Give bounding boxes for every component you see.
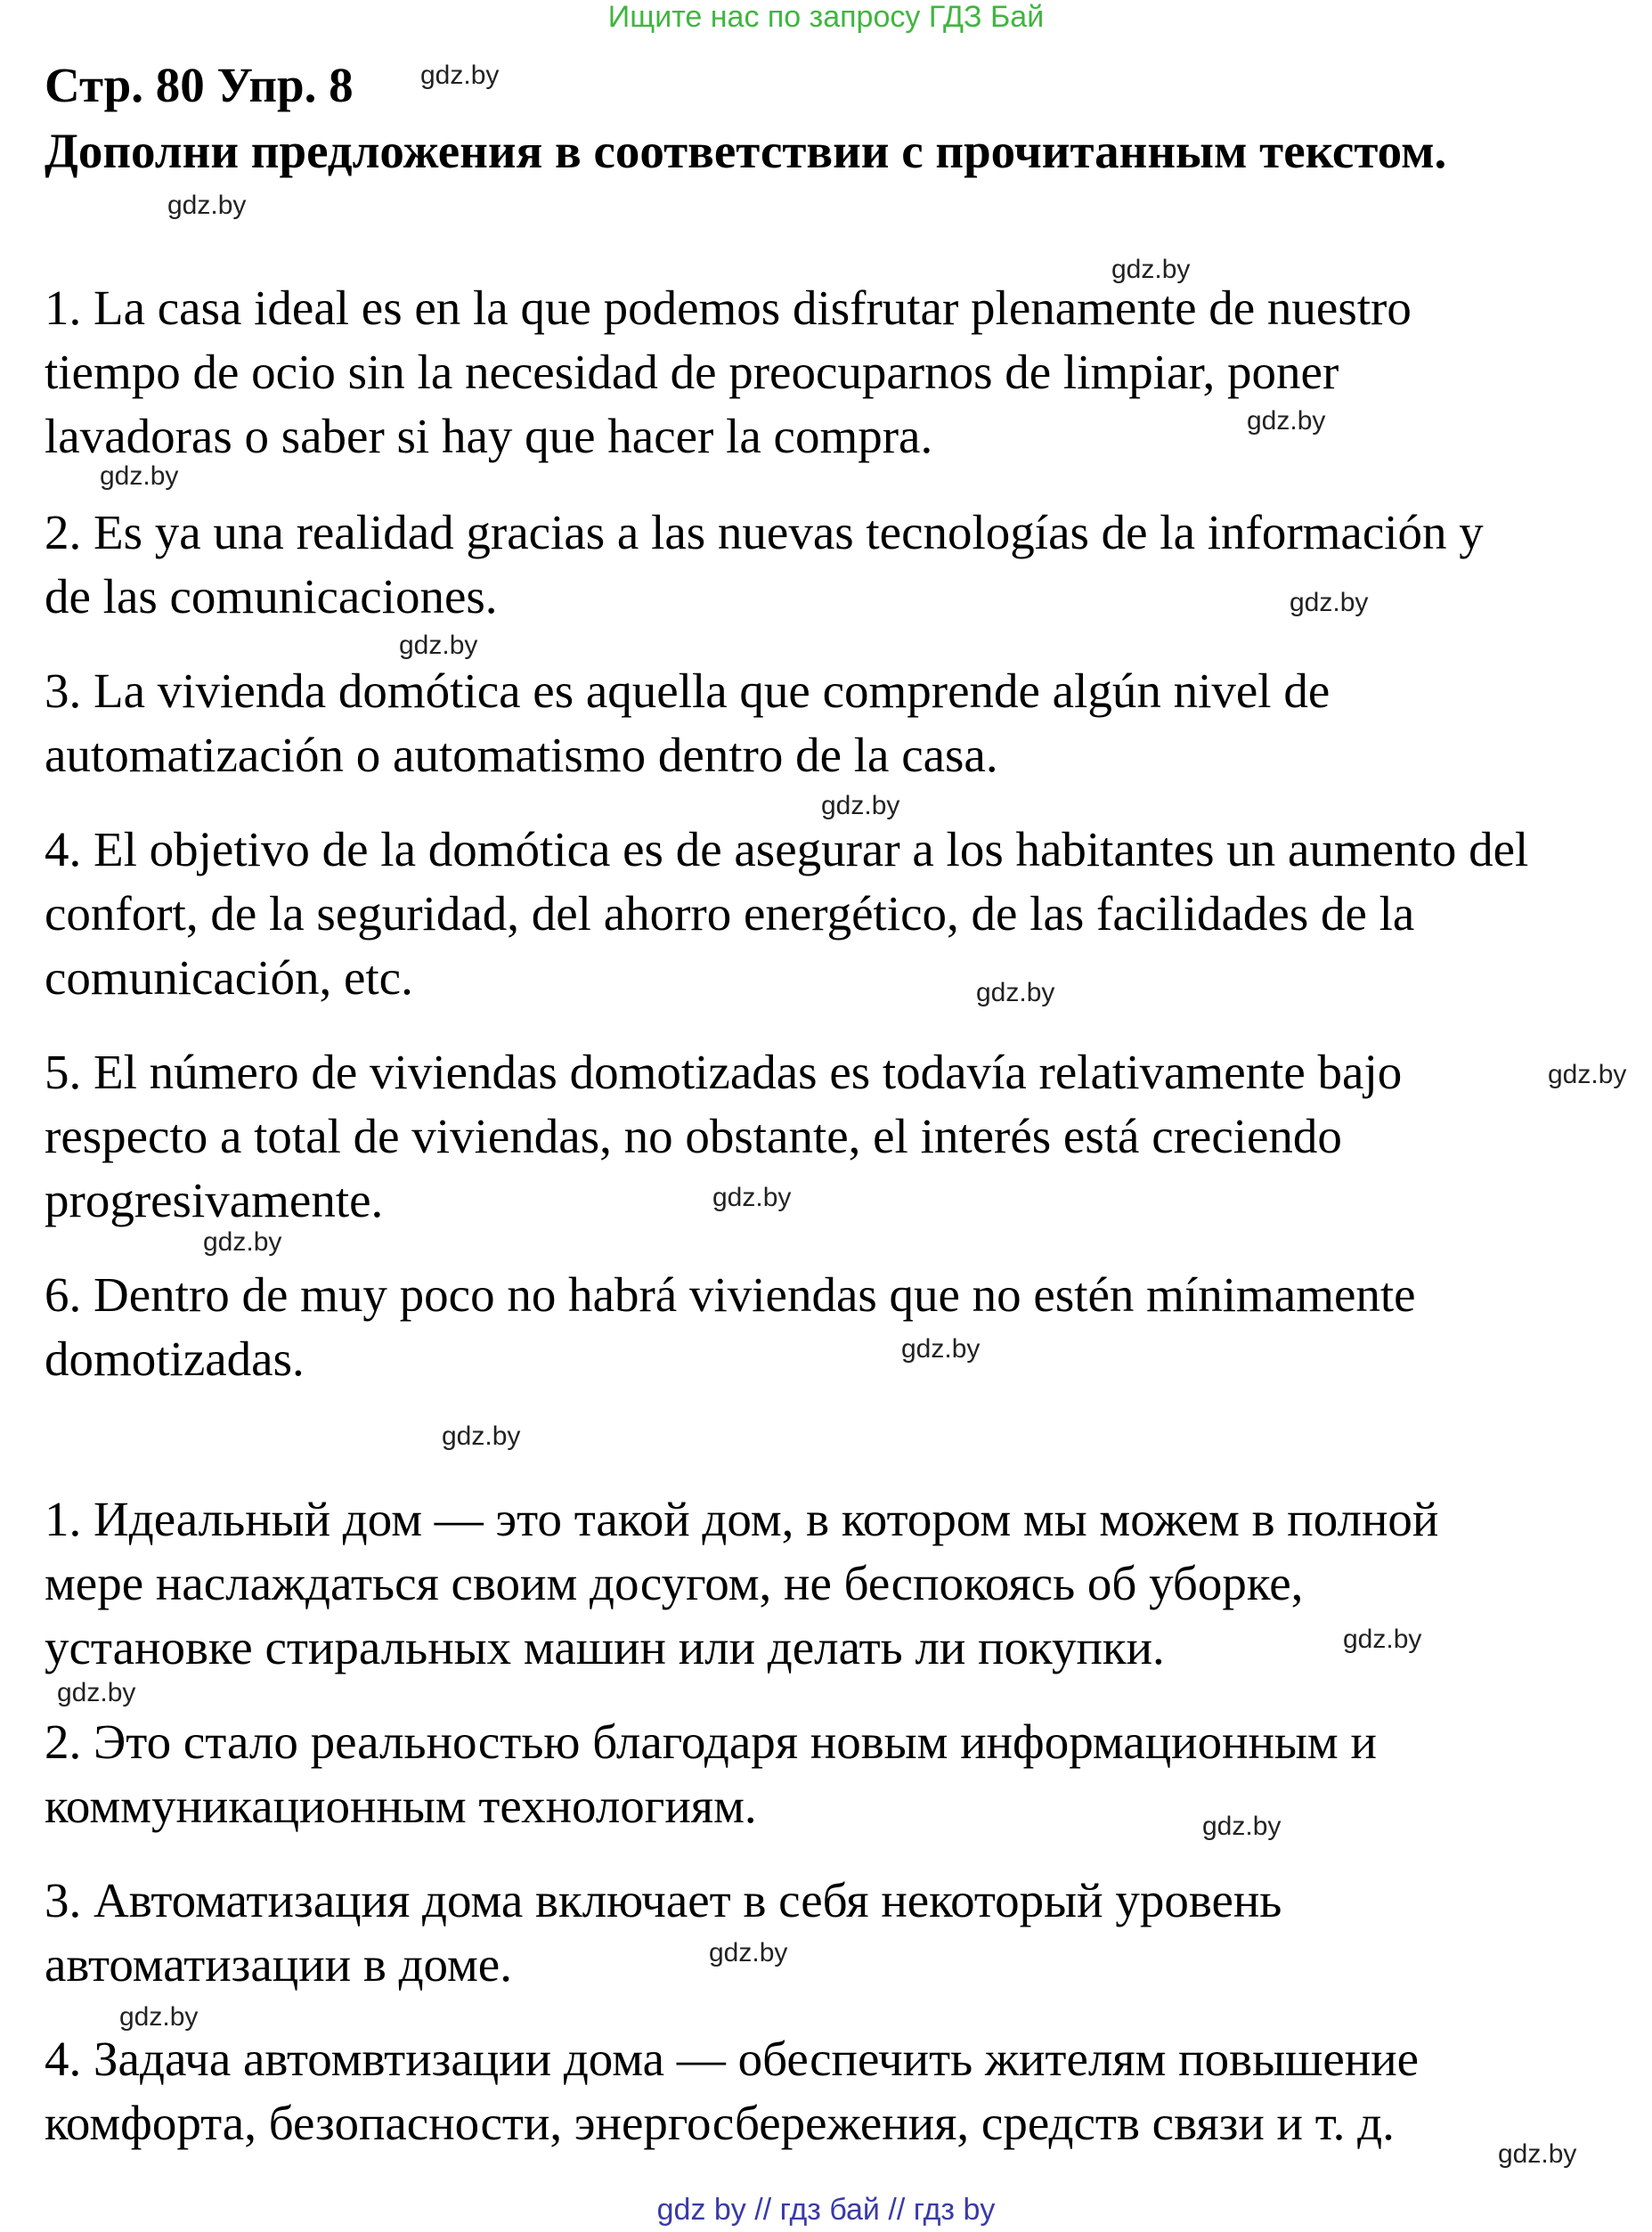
russian-sentence-1-line-2: мере наслаждаться своим досугом, не беспокоясь об уборке, xyxy=(45,1556,1304,1610)
spanish-sentence-2-line-2: de las comunicaciones. xyxy=(45,569,498,623)
watermark: gdz.by xyxy=(1202,1812,1282,1841)
watermark: gdz.by xyxy=(1498,2139,1577,2169)
spanish-sentence-2-line-1: 2. Es ya una realidad gracias a las nuevas tecnologías de la información y xyxy=(45,505,1484,559)
top-banner[interactable]: Ищите нас по запросу ГДЗ Бай xyxy=(607,0,1045,34)
watermark: gdz.by xyxy=(167,191,247,220)
russian-sentence-3-line-1: 3. Автоматизация дома включает в себя некоторый уровень xyxy=(45,1873,1282,1927)
watermark: gdz.by xyxy=(399,631,478,660)
russian-sentence-1-line-3: установке стиральных машин или делать ли покупки. xyxy=(45,1620,1165,1674)
spanish-sentence-1-line-3: lavadoras o saber si hay que hacer la compra. xyxy=(45,409,933,463)
watermark: gdz.by xyxy=(119,2002,199,2032)
spanish-sentence-4-line-3: comunicación, etc. xyxy=(45,950,413,1005)
russian-sentence-1-line-1: 1. Идеальный дом — это такой дом, в котором мы можем в полной xyxy=(45,1492,1439,1546)
spanish-sentence-3-line-2: automatización o automatismo dentro de la casa. xyxy=(45,728,998,782)
spanish-sentence-5-line-1: 5. El número de viviendas domotizadas es todavía relativamente bajo xyxy=(45,1045,1403,1099)
watermark: gdz.by xyxy=(100,461,179,491)
task-instruction: Дополни предложения в соответствии с прочитанным текстом. xyxy=(45,124,1447,178)
russian-sentence-4-line-1: 4. Задача автомвтизации дома — обеспечить жителям повышение xyxy=(45,2032,1420,2086)
watermark: gdz.by xyxy=(420,61,500,90)
spanish-sentence-5-line-2: respecto a total de viviendas, no obstante, el interés está creciendo xyxy=(45,1109,1342,1163)
spanish-sentence-5-line-3: progresivamente. xyxy=(45,1173,384,1227)
watermark: gdz.by xyxy=(203,1227,282,1257)
watermark: gdz.by xyxy=(1343,1625,1422,1654)
russian-sentence-4-line-2: комфорта, безопасности, энергосбережения, средств связи и т. д. xyxy=(45,2096,1395,2150)
spanish-sentence-6-line-1: 6. Dentro de muy poco no habrá viviendas que no estén mínimamente xyxy=(45,1267,1416,1322)
watermark: gdz.by xyxy=(57,1678,136,1707)
russian-sentence-2-line-2: коммуникационным технологиям. xyxy=(45,1779,757,1833)
watermark: gdz.by xyxy=(1247,406,1326,436)
spanish-sentence-3-line-1: 3. La vivienda domótica es aquella que comprende algún nivel de xyxy=(45,664,1331,718)
watermark: gdz.by xyxy=(901,1334,981,1364)
spanish-sentence-1-line-1: 1. La casa ideal es en la que podemos disfrutar plenamente de nuestro xyxy=(45,281,1412,335)
page-title: Стр. 80 Упр. 8 xyxy=(45,58,354,112)
watermark: gdz.by xyxy=(442,1421,521,1451)
watermark: gdz.by xyxy=(976,978,1055,1007)
footer-links[interactable]: gdz by // гдз бай // гдз by xyxy=(656,2193,996,2227)
watermark: gdz.by xyxy=(1548,1060,1627,1089)
russian-sentence-2-line-1: 2. Это стало реальностью благодаря новым информационным и xyxy=(45,1715,1377,1769)
watermark: gdz.by xyxy=(712,1183,792,1212)
watermark: gdz.by xyxy=(709,1938,788,1967)
russian-sentence-3-line-2: автоматизации в доме. xyxy=(45,1937,512,1992)
spanish-sentence-6-line-2: domotizadas. xyxy=(45,1332,305,1386)
watermark: gdz.by xyxy=(821,791,900,820)
spanish-sentence-1-line-2: tiempo de ocio sin la necesidad de preocuparnos de limpiar, poner xyxy=(45,345,1339,399)
spanish-sentence-4-line-2: confort, de la seguridad, del ahorro energético, de las facilidades de la xyxy=(45,886,1415,941)
watermark: gdz.by xyxy=(1290,588,1369,617)
spanish-sentence-4-line-1: 4. El objetivo de la domótica es de asegurar a los habitantes un aumento del xyxy=(45,822,1529,876)
watermark: gdz.by xyxy=(1111,255,1191,284)
